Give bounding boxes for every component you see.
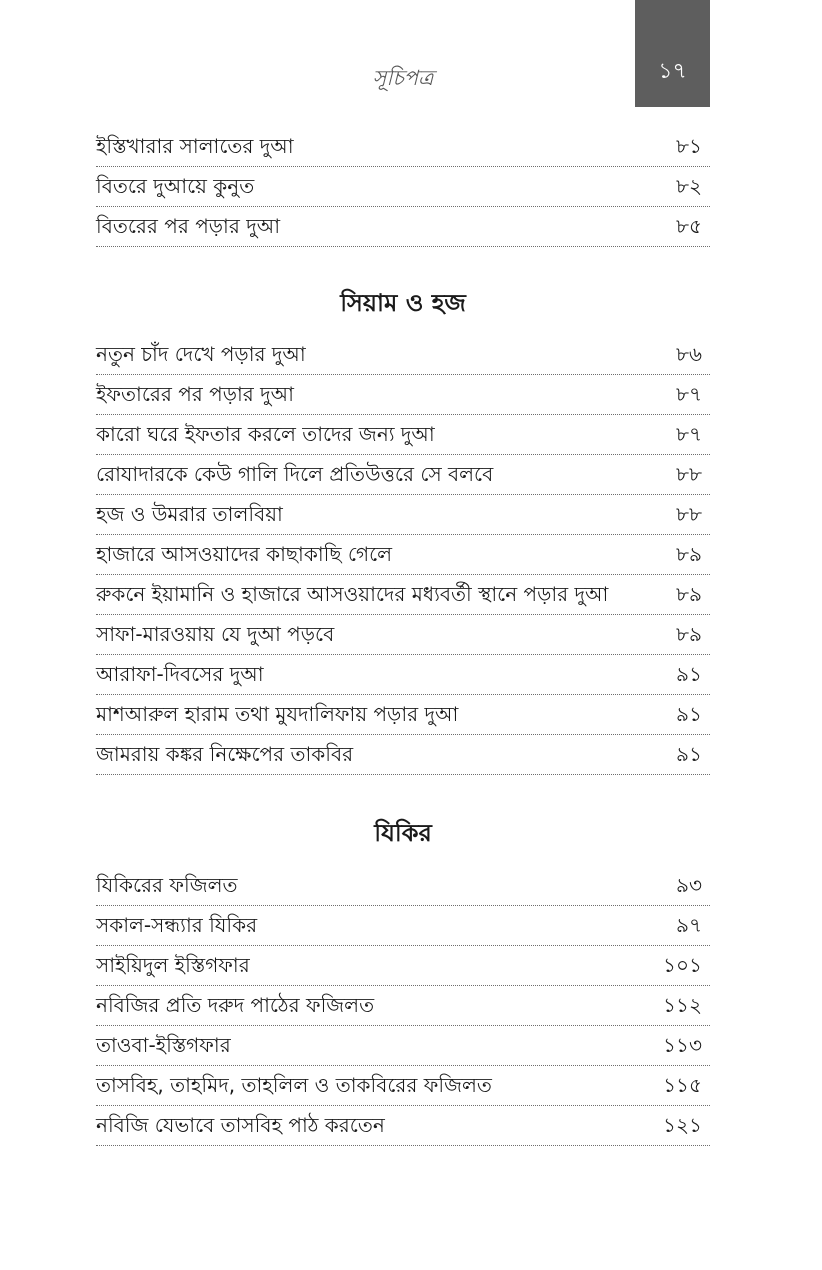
entry-title: নতুন চাঁদ দেখে পড়ার দুআ xyxy=(96,342,306,366)
toc-entry[interactable] xyxy=(96,375,710,415)
toc-entry[interactable] xyxy=(96,495,710,535)
entry-title: সাফা-মারওয়ায় যে দুআ পড়বে xyxy=(96,622,335,646)
toc-section-continued xyxy=(96,127,710,247)
toc-entry[interactable] xyxy=(96,535,710,575)
entry-page-number: ৮৯ xyxy=(676,542,702,566)
entry-title: সাইয়িদুল ইস্তিগফার xyxy=(96,953,250,977)
entry-title: হজ ও উমরার তালবিয়া xyxy=(96,502,283,526)
entry-page-number: ৯১ xyxy=(676,702,702,726)
entry-page-number: ৯১ xyxy=(676,662,702,686)
entry-page-number: ৮৮ xyxy=(676,502,702,526)
entry-title: রুকনে ইয়ামানি ও হাজারে আসওয়াদের মধ্যবর্তী স্থানে পড়ার দুআ xyxy=(96,582,609,606)
entry-page-number: ১১২ xyxy=(663,993,702,1017)
toc-entry[interactable] xyxy=(96,655,710,695)
page-number: ১৭ xyxy=(658,59,687,84)
running-title: সূচিপত্র xyxy=(372,66,434,90)
toc-entry[interactable] xyxy=(96,415,710,455)
toc-entry[interactable] xyxy=(96,207,710,247)
entry-page-number: ৮৭ xyxy=(676,422,702,446)
entry-title: জামরায় কঙ্কর নিক্ষেপের তাকবির xyxy=(96,742,354,766)
entry-page-number: ১১৩ xyxy=(663,1033,702,1057)
entry-page-number: ৯৭ xyxy=(676,913,702,937)
toc-entry[interactable] xyxy=(96,1026,710,1066)
toc-entry[interactable] xyxy=(96,866,710,906)
entry-page-number: ৮২ xyxy=(676,174,702,198)
entry-page-number: ৮৮ xyxy=(676,462,702,486)
toc-entry[interactable] xyxy=(96,986,710,1026)
toc-entry[interactable] xyxy=(96,615,710,655)
entry-page-number: ১১৫ xyxy=(663,1073,702,1097)
toc-entry[interactable] xyxy=(96,695,710,735)
entry-title: নবিজি যেভাবে তাসবিহ পাঠ করতেন xyxy=(96,1113,385,1137)
page-number-tab xyxy=(635,0,710,107)
entry-page-number: ৯১ xyxy=(676,742,702,766)
toc-entry[interactable] xyxy=(96,946,710,986)
toc-entry[interactable] xyxy=(96,735,710,775)
entry-page-number: ১০১ xyxy=(663,953,702,977)
entry-title: বিতরে দুআয়ে কুনুত xyxy=(96,174,255,198)
entry-title: বিতরের পর পড়ার দুআ xyxy=(96,214,281,238)
entry-page-number: ৮৫ xyxy=(676,214,702,238)
toc-section-zikir xyxy=(96,866,710,1146)
toc-section-siam-hajj xyxy=(96,335,710,775)
entry-title: ইফতারের পর পড়ার দুআ xyxy=(96,382,295,406)
entry-title: তাসবিহ, তাহমিদ, তাহলিল ও তাকবিরের ফজিলত xyxy=(96,1073,492,1097)
entry-title: নবিজির প্রতি দরুদ পাঠের ফজিলত xyxy=(96,993,375,1017)
entry-title: হাজারে আসওয়াদের কাছাকাছি গেলে xyxy=(96,542,393,566)
toc-entry[interactable] xyxy=(96,575,710,615)
entry-page-number: ৮৯ xyxy=(676,622,702,646)
entry-page-number: ৯৩ xyxy=(676,873,702,897)
entry-title: ইস্তিখারার সালাতের দুআ xyxy=(96,134,294,158)
entry-page-number: ৮৯ xyxy=(676,582,702,606)
entry-title: যিকিরের ফজিলত xyxy=(96,873,238,897)
toc-entry[interactable] xyxy=(96,906,710,946)
entry-page-number: ৮৭ xyxy=(676,382,702,406)
entry-page-number: ১২১ xyxy=(663,1113,702,1137)
entry-title: তাওবা-ইস্তিগফার xyxy=(96,1033,231,1057)
entry-title: রোযাদারকে কেউ গালি দিলে প্রতিউত্তরে সে বলবে xyxy=(96,462,494,486)
entry-title: সকাল-সন্ধ্যার যিকির xyxy=(96,913,258,937)
section-heading-siam-hajj: সিয়াম ও হজ xyxy=(340,289,466,317)
section-heading-zikir: যিকির xyxy=(374,819,432,847)
toc-entry[interactable] xyxy=(96,1066,710,1106)
entry-title: কারো ঘরে ইফতার করলে তাদের জন্য দুআ xyxy=(96,422,435,446)
toc-entry[interactable] xyxy=(96,335,710,375)
entry-title: মাশআরুল হারাম তথা মুযদালিফায় পড়ার দুআ xyxy=(96,702,459,726)
entry-page-number: ৮৬ xyxy=(676,342,702,366)
entry-page-number: ৮১ xyxy=(676,134,702,158)
toc-entry[interactable] xyxy=(96,455,710,495)
toc-entry[interactable] xyxy=(96,167,710,207)
toc-entry[interactable] xyxy=(96,127,710,167)
entry-title: আরাফা-দিবসের দুআ xyxy=(96,662,264,686)
toc-entry[interactable] xyxy=(96,1106,710,1146)
